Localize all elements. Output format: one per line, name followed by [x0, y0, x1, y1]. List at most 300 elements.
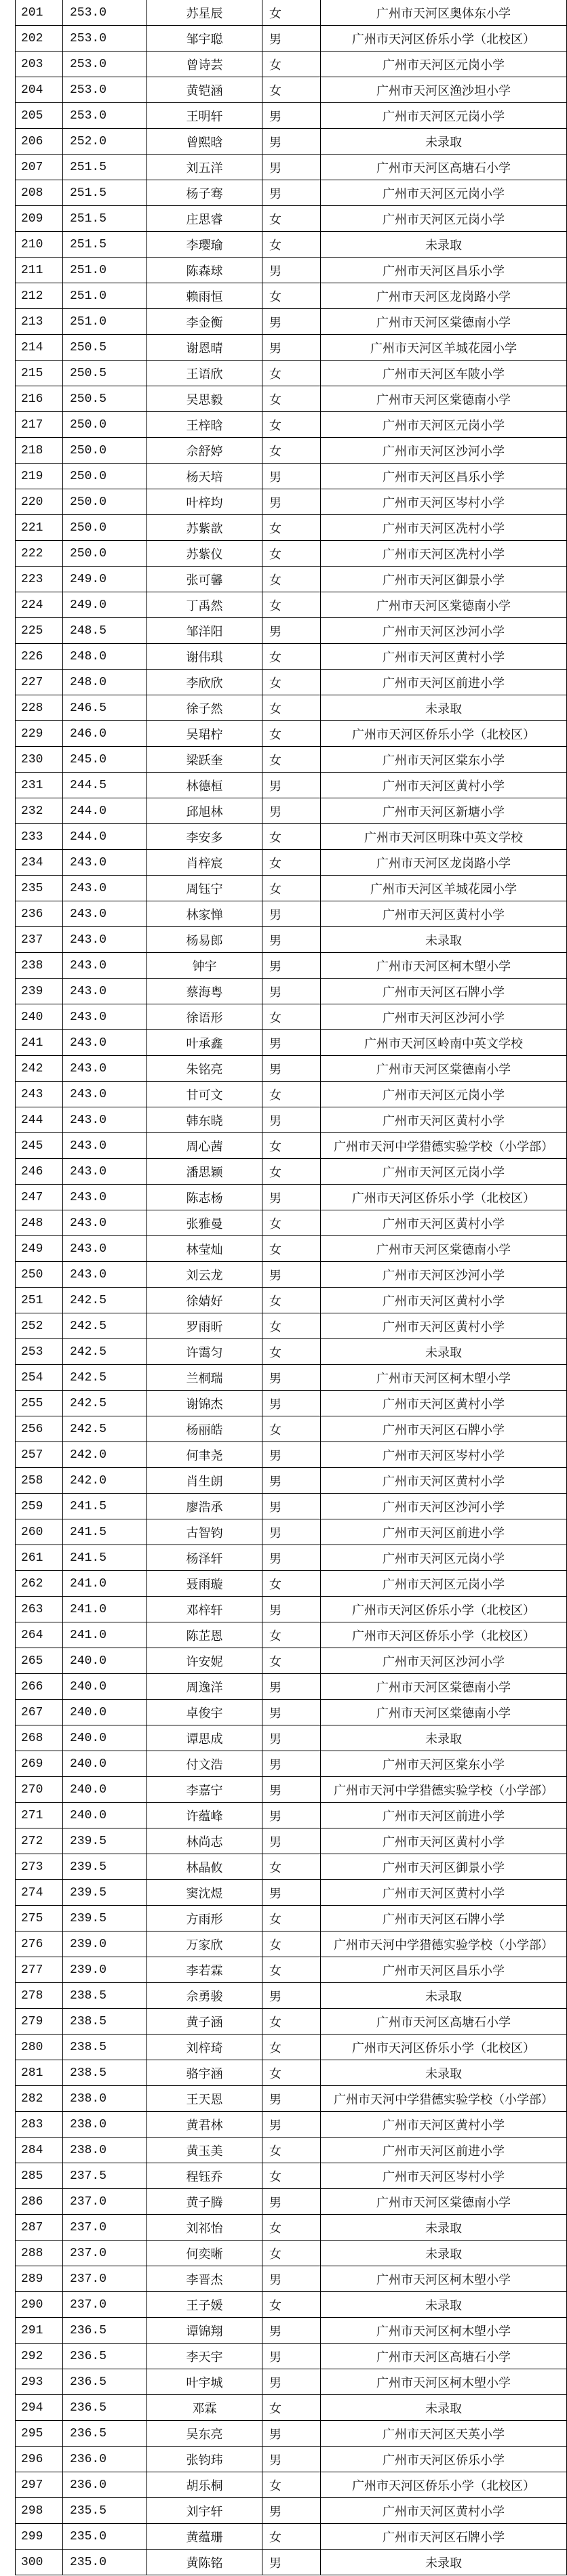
gender-cell: 男 [262, 1391, 321, 1416]
table-row [15, 155, 567, 180]
school-cell: 广州市天河区黄村小学 [321, 1828, 567, 1854]
table-row [15, 618, 567, 644]
rank-cell: 239 [15, 979, 63, 1004]
gender-cell: 女 [262, 77, 321, 102]
table-row [15, 77, 567, 103]
table-row [15, 1983, 567, 2009]
rank-cell: 219 [15, 464, 63, 489]
score-cell: 240.0 [63, 1700, 147, 1725]
school-cell: 未录取 [321, 129, 567, 154]
name-cell: 徐语形 [147, 1004, 262, 1029]
table-row [15, 1391, 567, 1416]
school-cell: 广州市天河区元岗小学 [321, 103, 567, 128]
gender-cell: 男 [262, 180, 321, 205]
school-cell: 广州市天河区石牌小学 [321, 1906, 567, 1931]
score-cell: 243.0 [63, 876, 147, 901]
table-row [15, 2086, 567, 2112]
rank-cell: 262 [15, 1571, 63, 1596]
name-cell: 朱铭亮 [147, 1056, 262, 1081]
name-cell: 林德桓 [147, 773, 262, 798]
score-cell: 251.0 [63, 258, 147, 283]
name-cell: 肖生朗 [147, 1468, 262, 1493]
score-cell: 243.0 [63, 979, 147, 1004]
gender-cell: 男 [262, 927, 321, 952]
gender-cell: 男 [262, 1880, 321, 1905]
gender-cell: 女 [262, 52, 321, 77]
rank-cell: 275 [15, 1906, 63, 1931]
name-cell: 王明轩 [147, 103, 262, 128]
score-cell: 253.0 [63, 77, 147, 102]
name-cell: 蔡海粤 [147, 979, 262, 1004]
school-cell: 广州市天河区黄村小学 [321, 1288, 567, 1313]
school-cell: 未录取 [321, 2215, 567, 2240]
school-cell: 广州市天河区昌乐小学 [321, 258, 567, 283]
score-cell: 243.0 [63, 953, 147, 978]
name-cell: 叶梓均 [147, 489, 262, 514]
gender-cell: 男 [262, 2369, 321, 2394]
name-cell: 杨丽皓 [147, 1416, 262, 1442]
rank-cell: 242 [15, 1056, 63, 1081]
score-cell: 251.5 [63, 206, 147, 231]
table-row [15, 541, 567, 567]
gender-cell: 女 [262, 2009, 321, 2034]
table-row [15, 2292, 567, 2318]
score-cell: 236.5 [63, 2369, 147, 2394]
table-row [15, 1545, 567, 1571]
table-row [15, 1906, 567, 1931]
score-cell: 250.0 [63, 541, 147, 566]
rank-cell: 268 [15, 1725, 63, 1751]
table-row [15, 361, 567, 386]
rank-cell: 205 [15, 103, 63, 128]
gender-cell: 女 [262, 2163, 321, 2188]
name-cell: 李欣欣 [147, 670, 262, 695]
gender-cell: 男 [262, 489, 321, 514]
school-cell: 广州市天河区元岗小学 [321, 1545, 567, 1570]
school-cell: 广州市天河区沙河小学 [321, 1494, 567, 1519]
rank-cell: 280 [15, 2035, 63, 2060]
school-cell: 广州市天河区柯木塱小学 [321, 2369, 567, 2394]
table-row [15, 2318, 567, 2344]
score-cell: 243.0 [63, 1210, 147, 1235]
name-cell: 叶承鑫 [147, 1030, 262, 1055]
gender-cell: 男 [262, 1030, 321, 1055]
school-cell: 广州市天河区前进小学 [321, 670, 567, 695]
gender-cell: 男 [262, 1056, 321, 1081]
name-cell: 梁跃奎 [147, 747, 262, 772]
rank-cell: 209 [15, 206, 63, 231]
table-row [15, 953, 567, 979]
name-cell: 李晋杰 [147, 2266, 262, 2291]
rank-cell: 279 [15, 2009, 63, 2034]
gender-cell: 女 [262, 850, 321, 875]
table-row [15, 1854, 567, 1880]
gender-cell: 男 [262, 2550, 321, 2575]
name-cell: 谢恩晴 [147, 335, 262, 360]
school-cell: 广州市天河区沙河小学 [321, 1004, 567, 1029]
table-row [15, 2421, 567, 2447]
rank-cell: 227 [15, 670, 63, 695]
school-cell: 广州市天河区黄村小学 [321, 1210, 567, 1235]
rank-cell: 276 [15, 1931, 63, 1957]
score-cell: 243.0 [63, 901, 147, 926]
gender-cell: 女 [262, 1906, 321, 1931]
school-cell: 广州市天河区棠德南小学 [321, 1674, 567, 1699]
name-cell: 胡乐桐 [147, 2472, 262, 2497]
name-cell: 庄思睿 [147, 206, 262, 231]
name-cell: 钟宇 [147, 953, 262, 978]
school-cell: 广州市天河区龙岗路小学 [321, 283, 567, 308]
rank-cell: 245 [15, 1133, 63, 1158]
gender-cell: 女 [262, 1339, 321, 1364]
results-table [15, 0, 567, 2575]
gender-cell: 男 [262, 1107, 321, 1132]
rank-cell: 288 [15, 2241, 63, 2266]
rank-cell: 281 [15, 2060, 63, 2085]
gender-cell: 女 [262, 2524, 321, 2549]
table-row [15, 1931, 567, 1957]
gender-cell: 女 [262, 361, 321, 386]
school-cell: 广州市天河区侨乐小学 [321, 2447, 567, 2472]
score-cell: 238.0 [63, 2138, 147, 2163]
table-row [15, 2060, 567, 2086]
table-row [15, 1416, 567, 1442]
table-row [15, 2447, 567, 2472]
rank-cell: 298 [15, 2498, 63, 2523]
table-row [15, 206, 567, 232]
table-row [15, 1777, 567, 1803]
name-cell: 韩东晓 [147, 1107, 262, 1132]
name-cell: 黄君林 [147, 2112, 262, 2137]
gender-cell: 女 [262, 2035, 321, 2060]
rank-cell: 271 [15, 1803, 63, 1828]
gender-cell: 女 [262, 2292, 321, 2317]
name-cell: 王语欣 [147, 361, 262, 386]
table-row [15, 1751, 567, 1777]
gender-cell: 男 [262, 2189, 321, 2214]
table-row [15, 2344, 567, 2369]
rank-cell: 201 [15, 0, 63, 25]
table-row [15, 979, 567, 1004]
table-row [15, 1030, 567, 1056]
school-cell: 未录取 [321, 1983, 567, 2008]
score-cell: 243.0 [63, 1107, 147, 1132]
gender-cell: 女 [262, 0, 321, 25]
name-cell: 王子媛 [147, 2292, 262, 2317]
table-row [15, 2395, 567, 2421]
table-row [15, 386, 567, 412]
table-row [15, 798, 567, 824]
name-cell: 万家欣 [147, 1931, 262, 1957]
score-cell: 239.5 [63, 1854, 147, 1879]
rank-cell: 290 [15, 2292, 63, 2317]
name-cell: 张钧玮 [147, 2447, 262, 2472]
rank-cell: 260 [15, 1519, 63, 1545]
name-cell: 谢锦杰 [147, 1391, 262, 1416]
gender-cell: 男 [262, 2498, 321, 2523]
school-cell: 广州市天河区棠德南小学 [321, 2189, 567, 2214]
table-row [15, 258, 567, 283]
score-cell: 240.0 [63, 1648, 147, 1673]
rank-cell: 237 [15, 927, 63, 952]
school-cell: 广州市天河区石牌小学 [321, 979, 567, 1004]
table-row [15, 824, 567, 850]
rank-cell: 295 [15, 2421, 63, 2446]
rank-cell: 230 [15, 747, 63, 772]
school-cell: 广州市天河区侨乐小学（北校区） [321, 26, 567, 51]
rank-cell: 284 [15, 2138, 63, 2163]
school-cell: 广州市天河区明珠中英文学校 [321, 824, 567, 849]
school-cell: 广州市天河区黄村小学 [321, 901, 567, 926]
table-row [15, 1288, 567, 1313]
rank-cell: 277 [15, 1957, 63, 1982]
table-row [15, 747, 567, 773]
school-cell: 广州市天河中学猎德实验学校（小学部） [321, 2086, 567, 2111]
name-cell: 许霭匀 [147, 1339, 262, 1364]
name-cell: 邓霖 [147, 2395, 262, 2420]
score-cell: 236.0 [63, 2472, 147, 2497]
score-cell: 250.0 [63, 515, 147, 540]
school-cell: 广州市天河区岑村小学 [321, 489, 567, 514]
gender-cell: 女 [262, 1210, 321, 1235]
rank-cell: 257 [15, 1442, 63, 1467]
score-cell: 248.0 [63, 644, 147, 669]
school-cell: 广州市天河区棠东小学 [321, 1751, 567, 1776]
score-cell: 241.5 [63, 1494, 147, 1519]
rank-cell: 211 [15, 258, 63, 283]
score-cell: 243.0 [63, 927, 147, 952]
school-cell: 广州市天河区前进小学 [321, 2138, 567, 2163]
rank-cell: 216 [15, 386, 63, 411]
rank-cell: 208 [15, 180, 63, 205]
school-cell: 广州市天河区侨乐小学（北校区） [321, 1597, 567, 1622]
school-cell: 广州市天河区黄村小学 [321, 1391, 567, 1416]
school-cell: 未录取 [321, 2395, 567, 2420]
rank-cell: 296 [15, 2447, 63, 2472]
rank-cell: 287 [15, 2215, 63, 2240]
gender-cell: 女 [262, 644, 321, 669]
table-row [15, 309, 567, 335]
rank-cell: 221 [15, 515, 63, 540]
gender-cell: 女 [262, 206, 321, 231]
name-cell: 廖浩承 [147, 1494, 262, 1519]
score-cell: 243.0 [63, 850, 147, 875]
score-cell: 237.5 [63, 2163, 147, 2188]
rank-cell: 232 [15, 798, 63, 823]
name-cell: 甘可文 [147, 1082, 262, 1107]
rank-cell: 210 [15, 232, 63, 257]
table-row [15, 2189, 567, 2215]
school-cell: 未录取 [321, 2550, 567, 2575]
table-row [15, 1056, 567, 1082]
school-cell: 广州市天河区侨乐小学（北校区） [321, 1185, 567, 1210]
school-cell: 广州市天河区棠德南小学 [321, 386, 567, 411]
table-row [15, 1365, 567, 1391]
school-cell: 广州市天河区冼村小学 [321, 515, 567, 540]
gender-cell: 女 [262, 2138, 321, 2163]
score-cell: 251.5 [63, 180, 147, 205]
rank-cell: 223 [15, 567, 63, 592]
name-cell: 邱旭林 [147, 798, 262, 823]
rank-cell: 264 [15, 1622, 63, 1648]
gender-cell: 男 [262, 1597, 321, 1622]
gender-cell: 男 [262, 1828, 321, 1854]
gender-cell: 男 [262, 464, 321, 489]
name-cell: 谢伟琪 [147, 644, 262, 669]
gender-cell: 男 [262, 103, 321, 128]
gender-cell: 女 [262, 1159, 321, 1184]
table-row [15, 644, 567, 670]
gender-cell: 男 [262, 618, 321, 643]
gender-cell: 女 [262, 1571, 321, 1596]
table-row [15, 721, 567, 747]
rank-cell: 229 [15, 721, 63, 746]
gender-cell: 男 [262, 798, 321, 823]
table-row [15, 2524, 567, 2550]
school-cell: 广州市天河区前进小学 [321, 1519, 567, 1545]
school-cell: 广州市天河区天英小学 [321, 2421, 567, 2446]
name-cell: 黄子涵 [147, 2009, 262, 2034]
school-cell: 广州市天河区冼村小学 [321, 541, 567, 566]
school-cell: 广州市天河区黄村小学 [321, 1880, 567, 1905]
school-cell: 广州市天河区岑村小学 [321, 2163, 567, 2188]
school-cell: 广州市天河区柯木塱小学 [321, 2266, 567, 2291]
gender-cell: 女 [262, 541, 321, 566]
school-cell: 广州市天河区棠东小学 [321, 747, 567, 772]
school-cell: 未录取 [321, 1725, 567, 1751]
rank-cell: 217 [15, 412, 63, 437]
school-cell: 广州市天河区侨乐小学（北校区） [321, 2035, 567, 2060]
score-cell: 237.0 [63, 2241, 147, 2266]
rank-cell: 225 [15, 618, 63, 643]
school-cell: 广州市天河区奥体东小学 [321, 0, 567, 25]
name-cell: 王梓晗 [147, 412, 262, 437]
gender-cell: 女 [262, 2241, 321, 2266]
school-cell: 广州市天河中学猎德实验学校（小学部） [321, 1931, 567, 1957]
school-cell: 广州市天河区棠德南小学 [321, 309, 567, 334]
gender-cell: 男 [262, 26, 321, 51]
gender-cell: 男 [262, 2421, 321, 2446]
rank-cell: 254 [15, 1365, 63, 1390]
school-cell: 广州市天河区黄村小学 [321, 1468, 567, 1493]
name-cell: 吴东亮 [147, 2421, 262, 2446]
score-cell: 236.0 [63, 2447, 147, 2472]
rank-cell: 220 [15, 489, 63, 514]
school-cell: 广州市天河区元岗小学 [321, 1082, 567, 1107]
score-cell: 251.5 [63, 155, 147, 180]
school-cell: 广州市天河区柯木塱小学 [321, 953, 567, 978]
gender-cell: 女 [262, 438, 321, 463]
gender-cell: 男 [262, 1262, 321, 1287]
table-row [15, 1107, 567, 1133]
score-cell: 243.0 [63, 1082, 147, 1107]
gender-cell: 女 [262, 515, 321, 540]
rank-cell: 278 [15, 1983, 63, 2008]
school-cell: 广州市天河区石牌小学 [321, 1416, 567, 1442]
score-cell: 235.5 [63, 2498, 147, 2523]
gender-cell: 男 [262, 155, 321, 180]
score-cell: 251.5 [63, 232, 147, 257]
gender-cell: 女 [262, 2215, 321, 2240]
table-row [15, 26, 567, 52]
school-cell: 广州市天河区侨乐小学（北校区） [321, 721, 567, 746]
score-cell: 253.0 [63, 26, 147, 51]
table-row [15, 103, 567, 129]
name-cell: 谭锦翔 [147, 2318, 262, 2343]
name-cell: 张雅曼 [147, 1210, 262, 1235]
gender-cell: 女 [262, 567, 321, 592]
gender-cell: 男 [262, 1674, 321, 1699]
gender-cell: 女 [262, 1313, 321, 1338]
school-cell: 广州市天河区龙岗路小学 [321, 850, 567, 875]
name-cell: 曾熙晗 [147, 129, 262, 154]
school-cell: 广州市天河区羊城花园小学 [321, 876, 567, 901]
rank-cell: 249 [15, 1236, 63, 1261]
table-row [15, 2369, 567, 2395]
name-cell: 赖雨恒 [147, 283, 262, 308]
school-cell: 广州市天河区昌乐小学 [321, 1957, 567, 1982]
rank-cell: 218 [15, 438, 63, 463]
table-row [15, 489, 567, 515]
table-row [15, 2550, 567, 2575]
score-cell: 243.0 [63, 1185, 147, 1210]
school-cell: 未录取 [321, 2060, 567, 2085]
gender-cell: 男 [262, 2318, 321, 2343]
table-row [15, 1674, 567, 1700]
name-cell: 李金衡 [147, 309, 262, 334]
school-cell: 广州市天河区昌乐小学 [321, 464, 567, 489]
table-row [15, 515, 567, 541]
school-cell: 广州市天河区柯木塱小学 [321, 2318, 567, 2343]
gender-cell: 男 [262, 1442, 321, 1467]
gender-cell: 女 [262, 1236, 321, 1261]
rank-cell: 269 [15, 1751, 63, 1776]
table-row [15, 1442, 567, 1468]
school-cell: 广州市天河区岭南中英文学校 [321, 1030, 567, 1055]
rank-cell: 286 [15, 2189, 63, 2214]
rank-cell: 300 [15, 2550, 63, 2575]
name-cell: 付文浩 [147, 1751, 262, 1776]
name-cell: 陈芷恩 [147, 1622, 262, 1648]
table-row [15, 438, 567, 464]
school-cell: 广州市天河区元岗小学 [321, 1159, 567, 1184]
gender-cell: 女 [262, 2395, 321, 2420]
table-row [15, 0, 567, 26]
school-cell: 未录取 [321, 695, 567, 720]
score-cell: 250.5 [63, 386, 147, 411]
name-cell: 刘梓琦 [147, 2035, 262, 2060]
school-cell: 广州市天河区御景小学 [321, 567, 567, 592]
gender-cell: 男 [262, 2344, 321, 2369]
score-cell: 238.5 [63, 2035, 147, 2060]
name-cell: 杨天培 [147, 464, 262, 489]
name-cell: 李安多 [147, 824, 262, 849]
score-cell: 238.0 [63, 2112, 147, 2137]
score-cell: 243.0 [63, 1262, 147, 1287]
school-cell: 广州市天河区高塘石小学 [321, 2009, 567, 2034]
gender-cell: 男 [262, 2112, 321, 2137]
score-cell: 253.0 [63, 103, 147, 128]
school-cell: 广州市天河区沙河小学 [321, 438, 567, 463]
rank-cell: 270 [15, 1777, 63, 1802]
school-cell: 广州市天河区黄村小学 [321, 644, 567, 669]
rank-cell: 293 [15, 2369, 63, 2394]
gender-cell: 男 [262, 1545, 321, 1570]
name-cell: 黄铠涵 [147, 77, 262, 102]
table-row [15, 1648, 567, 1674]
school-cell: 广州市天河区黄村小学 [321, 2498, 567, 2523]
score-cell: 242.5 [63, 1313, 147, 1338]
